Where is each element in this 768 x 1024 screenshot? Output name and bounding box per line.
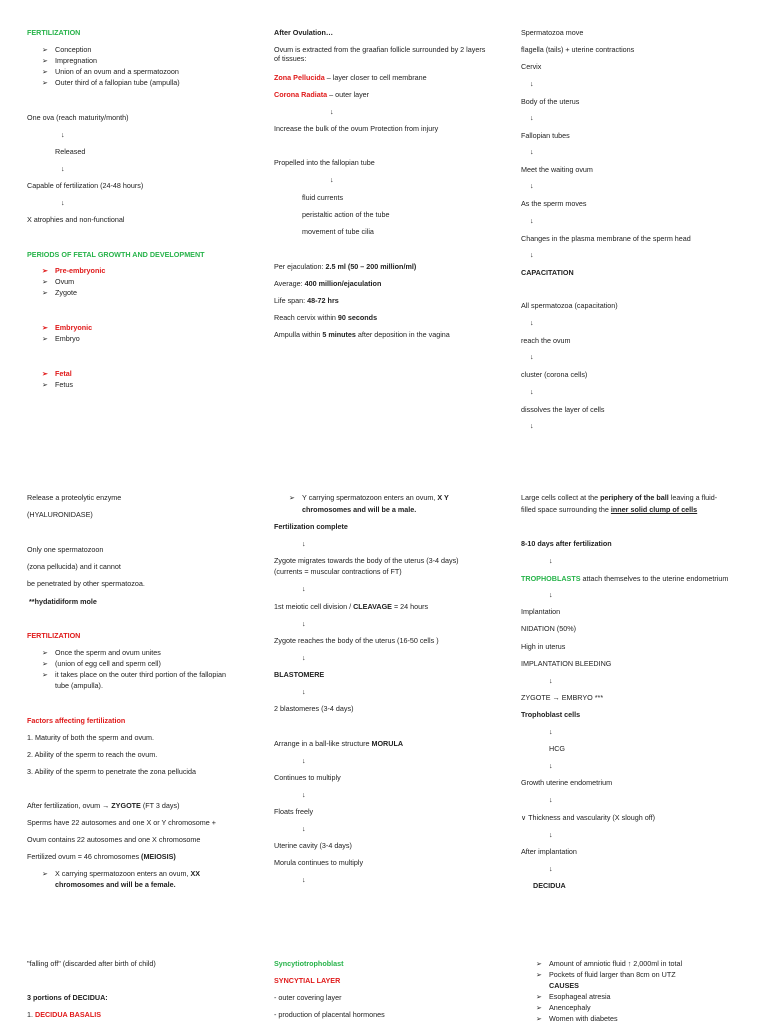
down-arrow-icon: ↓: [302, 790, 306, 799]
flow-line: dissolves the layer of cells: [521, 405, 605, 414]
bullet-continuation: chromosomes and will be a female.: [55, 880, 176, 889]
flow-line: Capable of fertilization (24-48 hours): [27, 181, 144, 190]
text-line: Only one spermatozoon: [27, 545, 104, 554]
text-line: (HYALURONIDASE): [27, 510, 93, 519]
text-line: Sperms have 22 autosomes and one X or Y chromosome +: [27, 818, 216, 827]
bullet-item: ➢ Union of an ovum and a spermatozoon: [55, 67, 179, 76]
cervix-line: Reach cervix within 90 seconds: [274, 313, 378, 322]
arrange-line: Arrange in a ball-like structure MORULA: [274, 739, 404, 748]
down-arrow-icon: ↓: [302, 584, 306, 593]
bullet-item: ➢ Once the sperm and ovum unites: [55, 648, 161, 657]
text-line: Implantation: [521, 607, 561, 616]
text-line: Zygote migrates towards the body of the uterus (3-4 days): [274, 556, 459, 565]
down-arrow-icon: ↓: [530, 181, 534, 190]
down-arrow-icon: ↓: [302, 653, 306, 662]
fertilization-heading: FERTILIZATION: [27, 28, 81, 37]
text-line: 8-10 days after fertilization: [521, 539, 612, 548]
bullet-item: ➢ Pockets of fluid larger than 8cm on UTZ: [549, 970, 676, 979]
down-arrow-icon: ↓: [530, 421, 534, 430]
lifespan-line: Life span: 48-72 hrs: [274, 296, 339, 305]
fetal-label: ➢ Fetal: [55, 369, 72, 378]
flow-line: Cervix: [521, 62, 542, 71]
text-line: 2 blastomeres (3-4 days): [274, 704, 354, 713]
down-arrow-icon: ↓: [530, 113, 534, 122]
after-fert-line: After fertilization, ovum → ZYGOTE (FT 3 days): [27, 801, 180, 810]
causes-label: CAUSES: [549, 981, 579, 990]
corona-line: Corona Radiata – outer layer: [274, 90, 370, 99]
flow-line: flagella (tails) + uterine contractions: [521, 45, 635, 54]
down-arrow-icon: ↓: [549, 590, 553, 599]
factor-item: 3. Ability of the sperm to penetrate the zona pellucida: [27, 767, 197, 776]
text-line: Uterine cavity (3-4 days): [274, 841, 352, 850]
down-arrow-icon: ↓: [302, 756, 306, 765]
flow-line: Fallopian tubes: [521, 131, 570, 140]
periods-heading: PERIODS OF FETAL GROWTH AND DEVELOPMENT: [27, 250, 205, 259]
means-item: movement of tube cilia: [302, 227, 374, 236]
text-line: NIDATION (50%): [521, 624, 576, 633]
down-arrow-icon: ↓: [549, 864, 553, 873]
factor-item: 1. Maturity of both the sperm and ovum.: [27, 733, 155, 742]
down-arrow-icon: ↓: [530, 216, 534, 225]
text-line: - outer covering layer: [274, 993, 342, 1002]
ejaculation-line: Per ejaculation: 2.5 ml (50 – 200 million/ml): [274, 262, 417, 271]
decidua-basalis-line: 1. DECIDUA BASALIS: [27, 1010, 102, 1019]
decidua-label: DECIDUA: [533, 881, 566, 890]
fert-ovum-line: Fertilized ovum = 46 chromosomes (MEIOSIS): [27, 852, 176, 861]
text-line: Morula continues to multiply: [274, 858, 364, 867]
means-item: fluid currents: [302, 193, 344, 202]
down-arrow-icon: ↓: [549, 676, 553, 685]
bullet-item: ➢ it takes place on the outer third portion of the fallopian: [55, 670, 226, 679]
down-arrow-icon: ↓: [530, 250, 534, 259]
embryonic-label: ➢ Embryonic: [55, 323, 92, 332]
average-line: Average: 400 million/ejaculation: [274, 279, 382, 288]
flow-line: Spermatozoa move: [521, 28, 584, 37]
flow-line: Body of the uterus: [521, 97, 580, 106]
bullet-item: ➢ Amount of amniotic fluid ↑ 2,000ml in total: [549, 959, 682, 968]
bullet-item: ➢ Conception: [55, 45, 91, 54]
bullet-continuation: tube (ampulla).: [55, 681, 103, 690]
down-arrow-icon: ↓: [549, 830, 553, 839]
down-arrow-icon: ↓: [61, 198, 65, 207]
down-arrow-icon: ↓: [549, 727, 553, 736]
text-line: Ovum contains 22 autosomes and one X chromosome: [27, 835, 201, 844]
ovum-intro: Ovum is extracted from the graafian follicle surrounded by 2 layers of tissues:: [274, 45, 486, 63]
text-line: **hydatidiform mole: [29, 597, 97, 606]
text-line: ∨ Thickness and vascularity (X slough off): [521, 813, 656, 822]
bullet-item: ➢ Anencephaly: [549, 1003, 591, 1012]
flow-line: As the sperm moves: [521, 199, 587, 208]
blastomere-label: BLASTOMERE: [274, 670, 325, 679]
bullet-item: ➢ Esophageal atresia: [549, 992, 611, 1001]
y-carrying-bullet: ➢ Y carrying spermatozoon enters an ovum, X Y: [302, 493, 449, 502]
text-line: (zona pellucida) and it cannot: [27, 562, 121, 571]
text-line: Zygote reaches the body of the uterus (16-50 cells ): [274, 636, 439, 645]
text-line: High in uterus: [521, 642, 566, 651]
down-arrow-icon: ↓: [530, 79, 534, 88]
factors-heading: Factors affecting fertilization: [27, 716, 126, 725]
bullet-item: ➢ Impregnation: [55, 56, 97, 65]
text-line: 3 portions of DECIDUA:: [27, 993, 108, 1002]
flow-line: All spermatozoa (capacitation): [521, 301, 618, 310]
text-line: Floats freely: [274, 807, 314, 816]
trophoblasts-line: TROPHOBLASTS attach themselves to the uterine endometrium: [521, 574, 729, 583]
bullet-item: ➢ Embryo: [55, 334, 80, 343]
zona-label: Zona Pellucida: [274, 73, 325, 82]
large-cells-line-2: filled space surrounding the inner solid clump of cells: [521, 505, 698, 514]
down-arrow-icon: ↓: [330, 175, 334, 184]
text-line: "falling off" (discarded after birth of child): [27, 959, 156, 968]
down-arrow-icon: ↓: [549, 556, 553, 565]
bullet-item: ➢ Outer third of a fallopian tube (ampulla): [55, 78, 180, 87]
down-arrow-icon: ↓: [549, 795, 553, 804]
down-arrow-icon: ↓: [302, 619, 306, 628]
ampulla-line: Ampulla within 5 minutes after deposition in the vagina: [274, 330, 450, 339]
text-line: After implantation: [521, 847, 577, 856]
x-carrying-bullet: ➢ X carrying spermatozoon enters an ovum, XX: [55, 869, 200, 878]
down-arrow-icon: ↓: [530, 147, 534, 156]
down-arrow-icon: ↓: [61, 164, 65, 173]
text-line: Growth uterine endometrium: [521, 778, 613, 787]
text-line: Trophoblast cells: [521, 710, 581, 719]
text-line: - production of placental hormones: [274, 1010, 385, 1019]
down-arrow-icon: ↓: [302, 875, 306, 884]
bullet-item: ➢ Fetus: [55, 380, 73, 389]
text-line: HCG: [549, 744, 565, 753]
down-arrow-icon: ↓: [530, 387, 534, 396]
down-arrow-icon: ↓: [302, 687, 306, 696]
capacitation-label: CAPACITATION: [521, 268, 574, 277]
factor-item: 2. Ability of the sperm to reach the ovum.: [27, 750, 158, 759]
bullet-item: ➢ Zygote: [55, 288, 77, 297]
increase-line: Increase the bulk of the ovum Protection from injury: [274, 124, 439, 133]
text-line: IMPLANTATION BLEEDING: [521, 659, 612, 668]
large-cells-line: Large cells collect at the periphery of the ball leaving a fluid-: [521, 493, 718, 502]
down-arrow-icon: ↓: [549, 761, 553, 770]
flow-line: Released: [55, 147, 86, 156]
down-arrow-icon: ↓: [330, 107, 334, 116]
text-line: Release a proteolytic enzyme: [27, 493, 122, 502]
syncytio-heading: Syncytiotrophoblast: [274, 959, 344, 968]
flow-line: reach the ovum: [521, 336, 571, 345]
fertilization-heading: FERTILIZATION: [27, 631, 81, 640]
flow-line: X atrophies and non-functional: [27, 215, 125, 224]
bullet-continuation: chromosomes and will be a male.: [302, 505, 417, 514]
text-line: (currents = muscular contractions of FT): [274, 567, 402, 576]
after-ovulation-heading: After Ovulation…: [274, 28, 334, 37]
flow-line: Meet the waiting ovum: [521, 165, 593, 174]
means-item: peristaltic action of the tube: [302, 210, 390, 219]
bullet-item: ➢ (union of egg cell and sperm cell): [55, 659, 161, 668]
flow-line: cluster (corona cells): [521, 370, 588, 379]
flow-line: One ova (reach maturity/month): [27, 113, 129, 122]
corona-label: Corona Radiata: [274, 90, 328, 99]
bullet-item: ➢ Ovum: [55, 277, 74, 286]
text-line: ZYGOTE → EMBRYO ***: [521, 693, 604, 702]
text-line: be penetrated by other spermatozoa.: [27, 579, 145, 588]
down-arrow-icon: ↓: [530, 318, 534, 327]
pre-embryonic-label: ➢ Pre-embryonic: [55, 266, 105, 275]
down-arrow-icon: ↓: [302, 539, 306, 548]
bullet-item: ➢ Women with diabetes: [549, 1014, 618, 1023]
flow-line: Changes in the plasma membrane of the sperm head: [521, 234, 691, 243]
down-arrow-icon: ↓: [61, 130, 65, 139]
meiotic-line: 1st meiotic cell division / CLEAVAGE = 24 hours: [274, 602, 429, 611]
propelled-line: Propelled into the fallopian tube: [274, 158, 375, 167]
fert-complete: Fertilization complete: [274, 522, 348, 531]
syncytial-heading: SYNCYTIAL LAYER: [274, 976, 341, 985]
down-arrow-icon: ↓: [530, 352, 534, 361]
down-arrow-icon: ↓: [302, 824, 306, 833]
text-line: Continues to multiply: [274, 773, 341, 782]
zona-line: Zona Pellucida – layer closer to cell membrane: [274, 73, 427, 82]
